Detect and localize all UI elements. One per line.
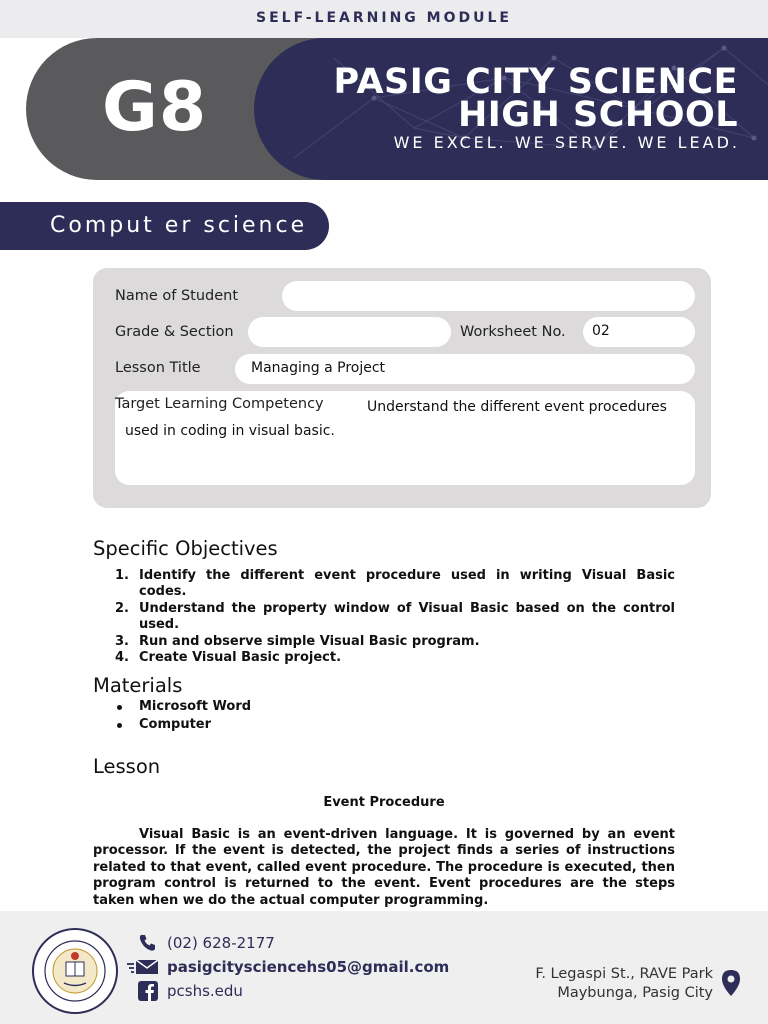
material-item: Computer bbox=[93, 716, 251, 734]
phone-icon bbox=[137, 933, 159, 953]
school-address bbox=[535, 965, 713, 1003]
student-info-card bbox=[93, 268, 711, 508]
facebook-handle[interactable]: pcshs.edu bbox=[167, 982, 243, 1000]
footer bbox=[0, 911, 768, 1024]
school-name-line1: PASIG CITY SCIENCE bbox=[333, 62, 738, 102]
grade-label: G8 bbox=[102, 68, 208, 147]
competency-line1: Understand the different event procedures bbox=[367, 399, 667, 415]
school-name bbox=[333, 62, 739, 135]
school-motto: WE EXCEL. WE SERVE. WE LEAD. bbox=[393, 133, 740, 152]
name-of-student-field[interactable] bbox=[282, 281, 695, 311]
lesson-subheading: Event Procedure bbox=[323, 795, 445, 810]
materials-list bbox=[93, 698, 251, 734]
school-seal-logo bbox=[32, 928, 118, 1014]
address-line1: F. Legaspi St., RAVE Park bbox=[535, 966, 713, 982]
module-strip bbox=[0, 0, 768, 38]
phone-contact bbox=[137, 933, 275, 953]
email-contact bbox=[127, 957, 449, 977]
objective-item: 2. Understand the property window of Visual Basic based on the control used. bbox=[115, 600, 675, 633]
lesson-title-field[interactable]: Managing a Project bbox=[235, 354, 695, 384]
grade-section-label: Grade & Section bbox=[115, 324, 234, 340]
address-line2: Maybunga, Pasig City bbox=[557, 985, 713, 1001]
target-competency-label: Target Learning Competency bbox=[115, 396, 324, 412]
facebook-icon bbox=[137, 981, 159, 1001]
phone-number: (02) 628-2177 bbox=[167, 934, 275, 952]
facebook-contact bbox=[137, 981, 243, 1001]
lesson-heading: Lesson bbox=[93, 755, 161, 778]
school-name-line2: HIGH SCHOOL bbox=[457, 95, 738, 135]
email-icon bbox=[127, 957, 159, 977]
competency-line2: used in coding in visual basic. bbox=[125, 423, 335, 439]
objective-item: 1. Identify the different event procedure used in writing Visual Basic codes. bbox=[115, 568, 675, 600]
worksheet-no-label: Worksheet No. bbox=[460, 324, 566, 340]
subject-label: Comput er science bbox=[50, 213, 308, 238]
objective-item: 4. Create Visual Basic project. bbox=[115, 650, 342, 666]
objectives-heading: Specific Objectives bbox=[93, 537, 278, 560]
location-pin-icon bbox=[720, 969, 742, 997]
subject-tab bbox=[0, 202, 329, 250]
header-banner bbox=[0, 38, 768, 180]
worksheet-no-field[interactable]: 02 bbox=[583, 317, 695, 347]
lesson-title-label: Lesson Title bbox=[115, 360, 201, 376]
material-item: Microsoft Word bbox=[93, 698, 251, 716]
name-of-student-label: Name of Student bbox=[115, 288, 239, 304]
email-address[interactable]: pasigcitysciencehs05@gmail.com bbox=[167, 958, 450, 976]
grade-section-field[interactable] bbox=[248, 317, 451, 347]
module-title: SELF-LEARNING MODULE bbox=[256, 10, 512, 26]
objectives-list bbox=[93, 568, 675, 666]
lesson-paragraph: Visual Basic is an event-driven language. It is governed by an event processor. If the event is detected, the project finds a series of instructions related to that event, called event procedure. The procedure is executed, then program control is returned to the event. Event procedures are the steps taken when we do the actual computer programming. bbox=[93, 827, 675, 908]
objective-item: 3. Run and observe simple Visual Basic program. bbox=[115, 633, 480, 649]
materials-heading: Materials bbox=[93, 674, 183, 697]
